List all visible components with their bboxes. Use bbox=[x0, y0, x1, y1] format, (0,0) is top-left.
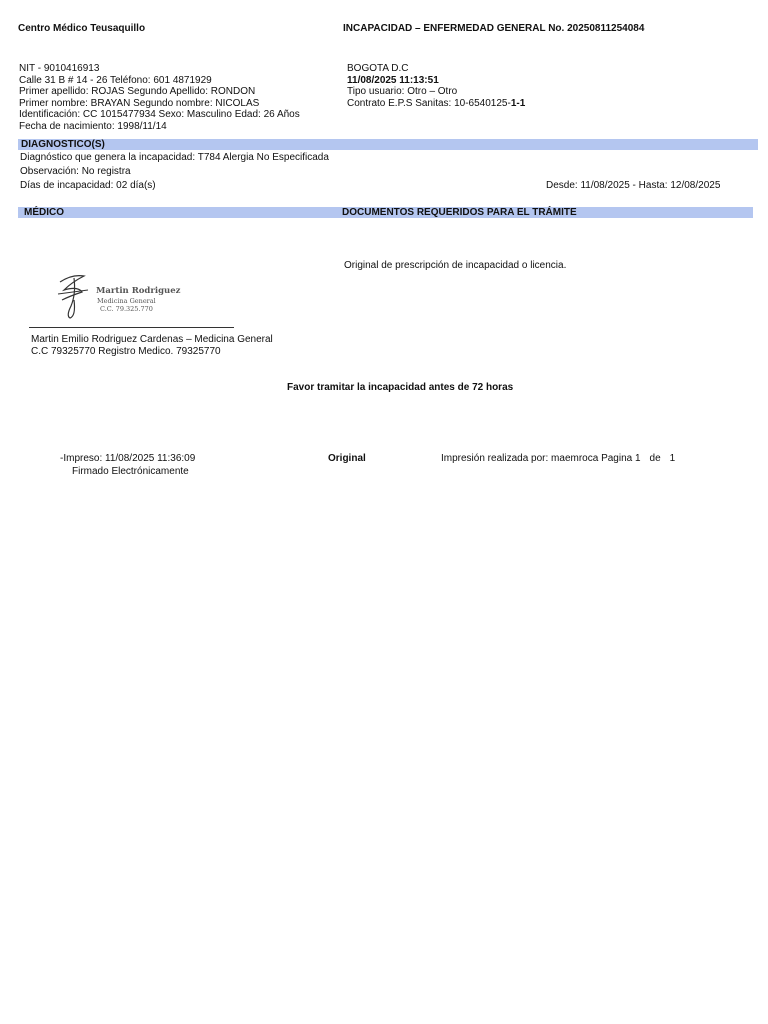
location-city: BOGOTA D.C bbox=[347, 63, 409, 74]
documents-section-title: DOCUMENTOS REQUERIDOS PARA EL TRÁMITE bbox=[342, 207, 577, 218]
handwritten-signature-icon bbox=[54, 270, 94, 322]
patient-info bbox=[19, 63, 300, 133]
footer-printed-by-text: Impresión realizada por: maemroca Pagina 1 bbox=[441, 453, 641, 464]
disability-date-range: Desde: 11/08/2025 - Hasta: 12/08/2025 bbox=[546, 180, 721, 191]
location-info bbox=[347, 63, 525, 109]
doctor-name: Martin Emilio Rodriguez Cardenas – Medicina General bbox=[31, 334, 273, 345]
processing-notice: Favor tramitar la incapacidad antes de 72 horas bbox=[287, 382, 514, 393]
doctor-section-title: MÉDICO bbox=[24, 207, 64, 218]
diagnosis-line: Diagnóstico que genera la incapacidad: T784 Alergia No Especificada bbox=[20, 152, 329, 163]
location-user-type: Tipo usuario: Otro – Otro bbox=[347, 86, 458, 98]
patient-birth-date: Fecha de nacimiento: 1998/11/14 bbox=[19, 120, 167, 132]
footer-page-total: 1 bbox=[669, 453, 676, 464]
required-document-item: Original de prescripción de incapacidad o licencia. bbox=[344, 260, 567, 271]
signature-stamp-cc: C.C. 79.325.770 bbox=[100, 305, 153, 313]
patient-nit: NIT - 9010416913 bbox=[19, 63, 100, 74]
location-contract bbox=[347, 98, 525, 110]
clinic-name: Centro Médico Teusaquillo bbox=[18, 23, 146, 34]
doctor-info bbox=[31, 334, 273, 357]
contract-number: Contrato E.P.S Sanitas: 10-6540125- bbox=[347, 97, 511, 109]
location-datetime: 11/08/2025 11:13:51 bbox=[347, 74, 439, 86]
observation-line: Observación: No registra bbox=[20, 166, 131, 177]
signature-stamp-name: Martin Rodriguez bbox=[96, 286, 181, 296]
disability-days: Días de incapacidad: 02 día(s) bbox=[20, 180, 156, 191]
patient-identification: Identificación: CC 1015477934 Sexo: Masculino Edad: 26 Años bbox=[19, 109, 300, 121]
signature-stamp-title: Medicina General bbox=[97, 297, 156, 305]
patient-names: Primer nombre: BRAYAN Segundo nombre: NICOLAS bbox=[19, 97, 260, 109]
signature-line bbox=[29, 327, 234, 328]
footer-printed: -Impreso: 11/08/2025 11:36:09 bbox=[60, 453, 196, 464]
documents-header-bar bbox=[338, 207, 753, 218]
patient-address: Calle 31 B # 14 - 26 Teléfono: 601 4871929 bbox=[19, 74, 212, 86]
diagnosis-header-bar bbox=[18, 139, 758, 150]
signature-stamp bbox=[96, 286, 180, 313]
doctor-registry: C.C 79325770 Registro Medico. 79325770 bbox=[31, 345, 221, 357]
footer-copy-label: Original bbox=[328, 453, 366, 464]
contract-suffix: 1-1 bbox=[510, 97, 526, 109]
doctor-header-bar bbox=[18, 207, 338, 218]
document-title: INCAPACIDAD – ENFERMEDAD GENERAL No. 20250811254084 bbox=[343, 23, 645, 34]
diagnosis-section-title: DIAGNOSTICO(S) bbox=[21, 139, 105, 150]
footer-printed-by bbox=[441, 453, 675, 465]
footer-signed: Firmado Electrónicamente bbox=[72, 466, 189, 477]
footer-page-of: de bbox=[649, 453, 661, 464]
patient-surnames: Primer apellido: ROJAS Segundo Apellido: RONDON bbox=[19, 86, 256, 98]
